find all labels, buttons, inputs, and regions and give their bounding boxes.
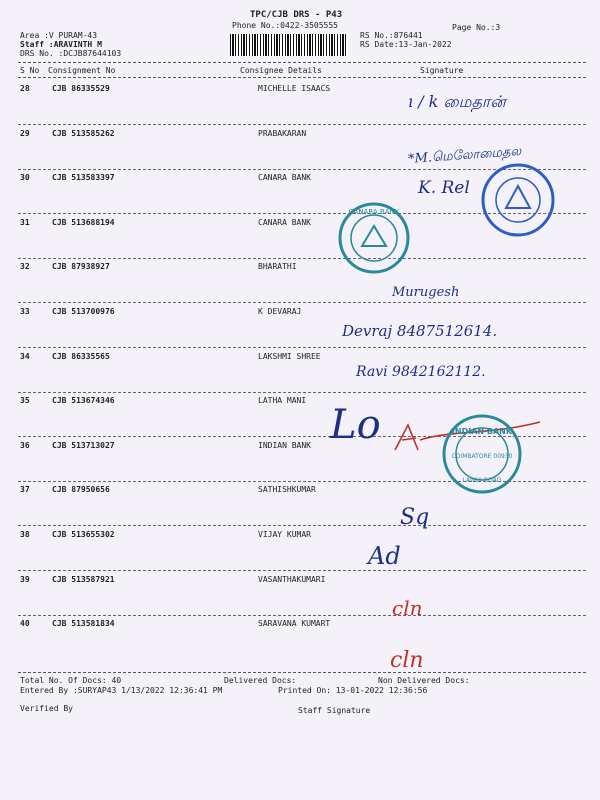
- rs-number: RS No.:876441: [360, 31, 423, 40]
- row-consignee-name: BHARATHI: [258, 262, 297, 271]
- row-sno: 40: [20, 619, 30, 628]
- row-consignment-no: CJB 86335565: [52, 352, 110, 361]
- barcode: [230, 34, 348, 56]
- row-consignment-no: CJB 87938927: [52, 262, 110, 271]
- signature-34: Ravi 9842162112.: [356, 364, 486, 380]
- row-consignment-no: CJB 513713027: [52, 441, 115, 450]
- row-divider: [18, 570, 586, 571]
- svg-text:LAWLY ROAD: LAWLY ROAD: [462, 477, 502, 484]
- row-sno: 34: [20, 352, 30, 361]
- row-sno: 35: [20, 396, 30, 405]
- row-divider: [18, 124, 586, 125]
- row-consignment-no: CJB 513655302: [52, 530, 115, 539]
- row-divider: [18, 615, 586, 616]
- row-consignee-name: K DEVARAJ: [258, 307, 302, 316]
- verified-by: Verified By: [20, 704, 73, 713]
- row-divider: [18, 347, 586, 348]
- footer-divider: [18, 672, 586, 673]
- row-sno: 29: [20, 129, 30, 138]
- signature-30: K. Rel: [418, 178, 470, 198]
- row-consignee-name: INDIAN BANK: [258, 441, 311, 450]
- non-delivered-docs: Non Delivered Docs:: [378, 676, 470, 685]
- phone-number: Phone No.:0422-3505555: [232, 21, 338, 30]
- signature-32: Murugesh: [392, 285, 460, 300]
- row-consignee-name: VASANTHAKUMARI: [258, 575, 326, 584]
- row-sno: 37: [20, 485, 30, 494]
- row-divider: [18, 258, 586, 259]
- drs-number: DRS No. :DCJB87644103: [20, 49, 122, 58]
- row-consignee-name: LAKSHMI SHREE: [258, 352, 321, 361]
- row-consignment-no: CJB 513587921: [52, 575, 115, 584]
- entered-by: Entered By :SURYAP43 1/13/2022 12:36:41 PM: [20, 686, 223, 695]
- column-signature: Signature: [420, 66, 464, 75]
- canara-bank-stamp-2: [478, 160, 560, 238]
- row-consignment-no: CJB 513581834: [52, 619, 115, 628]
- signature-38: Ad: [368, 542, 401, 570]
- signature-35: Lo: [330, 402, 381, 448]
- row-sno: 28: [20, 84, 30, 93]
- column-consignment: Consignment No: [48, 66, 116, 75]
- page-number: Page No.:3: [452, 23, 501, 32]
- signature-39: cln: [392, 596, 423, 620]
- row-divider: [18, 525, 586, 526]
- indian-bank-stamp: [440, 412, 524, 496]
- row-consignment-no: CJB 513583397: [52, 173, 115, 182]
- total-docs: Total No. Of Docs: 40: [20, 676, 122, 685]
- signature-29: *M.மெலோமைதல: [407, 144, 522, 167]
- row-divider: [18, 392, 586, 393]
- row-consignment-no: CJB 87950656: [52, 485, 110, 494]
- canara-bank-stamp: [336, 200, 412, 276]
- row-divider: [18, 302, 586, 303]
- signature-28: ı / k மைதான்: [408, 92, 506, 111]
- row-consignee-name: LATHA MANI: [258, 396, 307, 405]
- row-consignee-name: CANARA BANK: [258, 218, 311, 227]
- row-sno: 33: [20, 307, 30, 316]
- svg-text:COIMBATORE 00930: COIMBATORE 00930: [451, 453, 513, 460]
- row-sno: 31: [20, 218, 30, 227]
- row-sno: 32: [20, 262, 30, 271]
- delivered-docs: Delivered Docs:: [224, 676, 297, 685]
- column-consignee: Consignee Details: [240, 66, 322, 75]
- signature-40: cln: [390, 648, 424, 673]
- row-sno: 38: [20, 530, 30, 539]
- row-consignment-no: CJB 513700976: [52, 307, 115, 316]
- staff-label: Staff :ARAVINTH M: [20, 40, 102, 49]
- row-consignee-name: CANARA BANK: [258, 173, 311, 182]
- row-consignment-no: CJB 513585262: [52, 129, 115, 138]
- header-divider: [18, 62, 586, 63]
- row-sno: 30: [20, 173, 30, 182]
- svg-text:INDIAN BANK: INDIAN BANK: [451, 427, 513, 436]
- svg-text:CANARA BANK: CANARA BANK: [348, 208, 400, 216]
- staff-signature: Staff Signature: [298, 706, 371, 715]
- row-sno: 39: [20, 575, 30, 584]
- row-consignee-name: SATHISHKUMAR: [258, 485, 316, 494]
- row-consignment-no: CJB 513688194: [52, 218, 115, 227]
- signature-37: Sq: [400, 505, 430, 530]
- row-sno: 36: [20, 441, 30, 450]
- document-title: TPC/CJB DRS - P43: [250, 10, 343, 20]
- row-consignee-name: SARAVANA KUMART: [258, 619, 331, 628]
- signature-33: Devraj 8487512614.: [342, 322, 498, 340]
- column-sno: S No: [20, 66, 40, 75]
- area-label: Area :V PURAM-43: [20, 31, 98, 40]
- row-consignee-name: VIJAY KUMAR: [258, 530, 311, 539]
- columns-divider: [18, 77, 586, 78]
- row-consignee-name: MICHELLE ISAACS: [258, 84, 331, 93]
- printed-on: Printed On: 13-01-2022 12:36:56: [278, 686, 428, 695]
- rs-date: RS Date:13-Jan-2022: [360, 40, 452, 49]
- row-consignee-name: PRABAKARAN: [258, 129, 307, 138]
- row-consignment-no: CJB 513674346: [52, 396, 115, 405]
- row-consignment-no: CJB 86335529: [52, 84, 110, 93]
